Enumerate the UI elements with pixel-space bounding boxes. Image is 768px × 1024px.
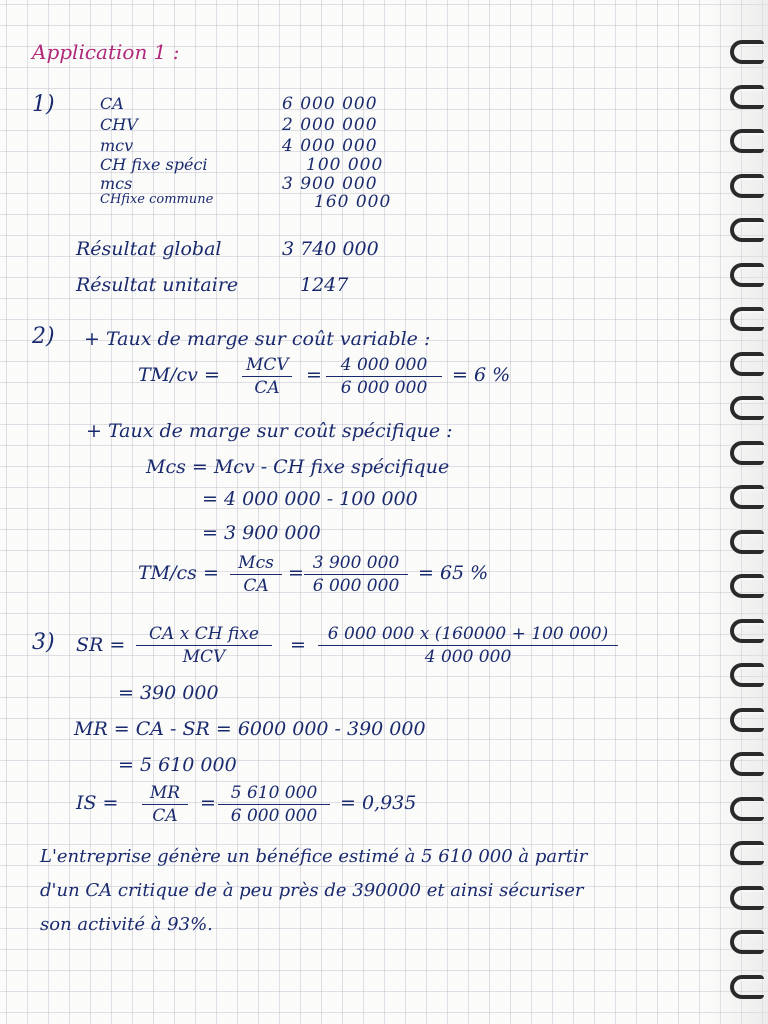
q1-row-value: 3 900 000 — [282, 174, 378, 194]
tmcs-lhs: TM/cs = — [138, 562, 219, 584]
tmcv-fraction — [242, 355, 292, 398]
spiral-ring — [730, 85, 764, 109]
spiral-ring — [730, 886, 764, 910]
tmcv-lhs: TM/cv = — [138, 364, 220, 386]
q1-row-label: CA — [100, 94, 124, 113]
spiral-ring — [730, 263, 764, 287]
conclusion-line-2: d'un CA critique de à peu près de 390000 et ainsi sécuriser — [40, 880, 584, 901]
tmcv-value-numerator: 4 000 000 — [326, 355, 442, 377]
sr-fraction — [136, 624, 272, 667]
tmcs-denominator: CA — [243, 576, 269, 596]
is-value-denominator: 6 000 000 — [230, 806, 318, 826]
spiral-ring — [730, 530, 764, 554]
spiral-ring — [730, 797, 764, 821]
q1-row-value: 4 000 000 — [282, 136, 378, 156]
mr-line: MR = CA - SR = 6000 000 - 390 000 — [74, 718, 426, 740]
conclusion-line-3: son activité à 93%. — [40, 914, 213, 935]
q2-heading-specific: + Taux de marge sur coût spécifique : — [86, 420, 453, 442]
q1-row-value: 160 000 — [314, 192, 392, 212]
q1-row-value: 100 000 — [306, 155, 384, 175]
spiral-ring — [730, 930, 764, 954]
sr-result: = 390 000 — [118, 682, 219, 704]
is-value-fraction — [218, 783, 330, 826]
spiral-ring — [730, 485, 764, 509]
sr-value-denominator: 4 000 000 — [424, 647, 512, 667]
mcs-line-1: Mcs = Mcv - CH fixe spécifique — [146, 456, 450, 478]
spiral-ring — [730, 174, 764, 198]
is-equals: = — [200, 792, 216, 814]
spiral-ring — [730, 975, 764, 999]
is-denominator: CA — [152, 806, 178, 826]
spiral-ring — [730, 441, 764, 465]
spiral-ring — [730, 352, 764, 376]
result-unit-label: Résultat unitaire — [76, 274, 239, 296]
spiral-ring — [730, 841, 764, 865]
tmcv-numerator: MCV — [242, 355, 292, 377]
q1-row-label: mcs — [100, 174, 133, 193]
result-unit-value: 1247 — [300, 274, 349, 296]
spiral-ring — [730, 396, 764, 420]
q1-row-label: CHfixe commune — [100, 192, 214, 207]
spiral-ring — [730, 619, 764, 643]
sr-numerator: CA x CH fixe — [136, 624, 272, 646]
is-lhs: IS = — [76, 792, 119, 814]
sr-equals: = — [290, 634, 306, 656]
tmcs-value-denominator: 6 000 000 — [312, 576, 400, 596]
spiral-ring — [730, 307, 764, 331]
spiral-ring — [730, 574, 764, 598]
is-fraction — [142, 783, 188, 826]
spiral-binding — [722, 30, 768, 1000]
tmcv-value-fraction — [326, 355, 442, 398]
q1-row-label: CHV — [100, 115, 138, 134]
q1-row-label: CH fixe spéci — [100, 155, 208, 174]
q1-row-value: 2 000 000 — [282, 115, 378, 135]
q2-number: 2) — [32, 324, 55, 349]
tmcs-numerator: Mcs — [230, 553, 282, 575]
sr-value-numerator: 6 000 000 x (160000 + 100 000) — [318, 624, 618, 646]
is-result: = 0,935 — [340, 792, 417, 814]
spiral-ring — [730, 663, 764, 687]
tmcv-result: = 6 % — [452, 364, 511, 386]
q1-row-value: 6 000 000 — [282, 94, 378, 114]
q1-row-label: mcv — [100, 136, 134, 155]
result-global-value: 3 740 000 — [282, 238, 379, 260]
page-title: Application 1 : — [32, 40, 180, 64]
spiral-ring — [730, 708, 764, 732]
conclusion-line-1: L'entreprise génère un bénéfice estimé à 5 610 000 à partir — [40, 846, 588, 867]
mr-result: = 5 610 000 — [118, 754, 237, 776]
is-numerator: MR — [142, 783, 188, 805]
spiral-ring — [730, 752, 764, 776]
spiral-ring — [730, 40, 764, 64]
mcs-line-3: = 3 900 000 — [202, 522, 321, 544]
tmcs-fraction — [230, 553, 282, 596]
q2-heading-variable: + Taux de marge sur coût variable : — [84, 328, 431, 350]
tmcs-value-fraction — [304, 553, 408, 596]
mcs-line-2: = 4 000 000 - 100 000 — [202, 488, 418, 510]
sr-lhs: SR = — [76, 634, 126, 656]
spiral-ring — [730, 129, 764, 153]
tmcv-value-denominator: 6 000 000 — [340, 378, 428, 398]
q1-number: 1) — [32, 92, 55, 117]
tmcs-equals: = — [288, 562, 304, 584]
tmcs-result: = 65 % — [418, 562, 489, 584]
q3-number: 3) — [32, 630, 55, 655]
sr-denominator: MCV — [182, 647, 226, 667]
tmcv-denominator: CA — [254, 378, 280, 398]
sr-value-fraction — [318, 624, 618, 667]
result-global-label: Résultat global — [76, 238, 222, 260]
tmcs-value-numerator: 3 900 000 — [304, 553, 408, 575]
is-value-numerator: 5 610 000 — [218, 783, 330, 805]
tmcv-equals: = — [306, 364, 322, 386]
spiral-ring — [730, 218, 764, 242]
